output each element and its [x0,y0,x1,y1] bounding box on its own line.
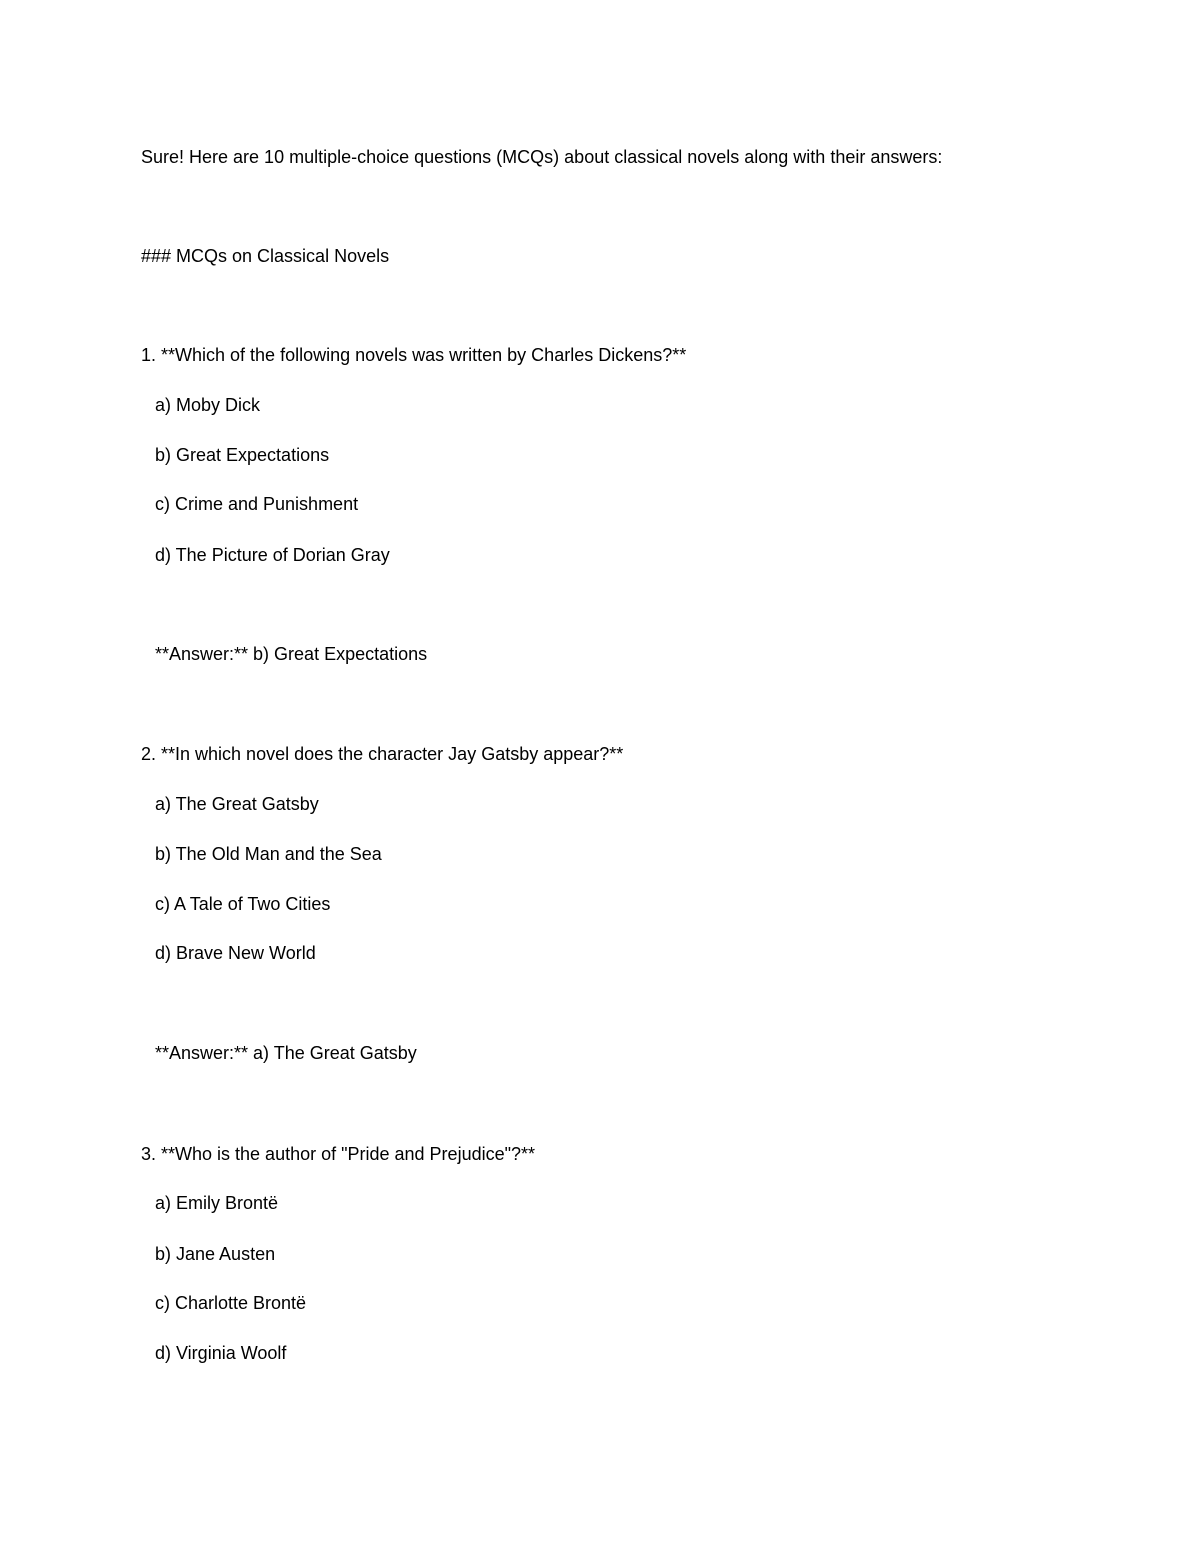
q2-option-a: a) The Great Gatsby [155,794,319,814]
q1-option-c: c) Crime and Punishment [155,494,359,514]
q1-option-a: a) Moby Dick [155,395,261,415]
q2-option-c: c) A Tale of Two Cities [155,894,331,914]
q3-option-b: b) Jane Austen [155,1244,276,1264]
q2-answer: **Answer:** a) The Great Gatsby [155,1043,417,1063]
question-3: 3. **Who is the author of "Pride and Prejudice"?** [141,1144,536,1164]
q2-option-b: b) The Old Man and the Sea [155,844,382,864]
intro-text: Sure! Here are 10 multiple-choice questions (MCQs) about classical novels along with their answers: [141,147,943,167]
q3-option-a: a) Emily Brontë [155,1193,279,1213]
q1-option-b: b) Great Expectations [155,445,330,465]
q3-option-c: c) Charlotte Brontë [155,1293,307,1313]
question-1: 1. **Which of the following novels was written by Charles Dickens?** [141,345,687,365]
q2-option-d: d) Brave New World [155,943,316,963]
section-heading: ### MCQs on Classical Novels [141,246,390,266]
q1-option-d: d) The Picture of Dorian Gray [155,545,390,565]
q3-option-d: d) Virginia Woolf [155,1343,287,1363]
question-2: 2. **In which novel does the character Jay Gatsby appear?** [141,744,624,764]
q1-answer: **Answer:** b) Great Expectations [155,644,428,664]
